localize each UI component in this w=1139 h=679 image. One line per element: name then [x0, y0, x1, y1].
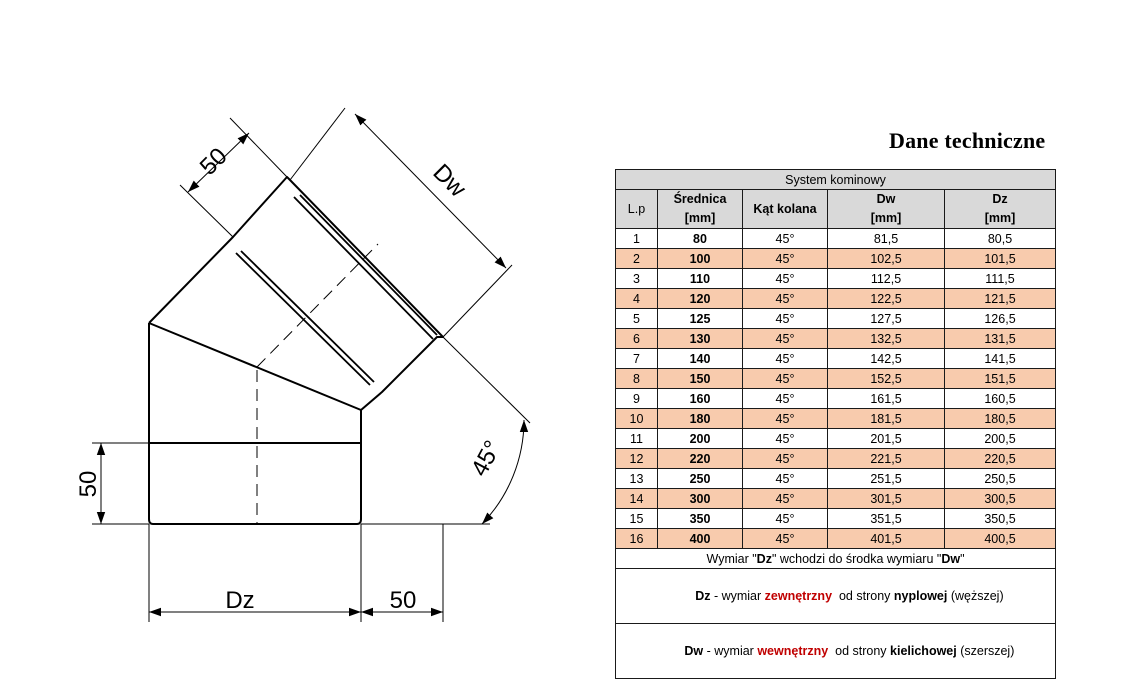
cell-dz: 141,5	[945, 349, 1056, 369]
cell-dw: 401,5	[828, 529, 945, 549]
cell-dw: 81,5	[828, 229, 945, 249]
page-title: Dane techniczne	[889, 128, 1046, 153]
table-row	[616, 269, 1056, 289]
note3-dw: Dw	[684, 644, 704, 658]
cell-dz: 300,5	[945, 489, 1056, 509]
dim-label-bottom-50: 50	[389, 587, 417, 614]
cell-srednica: 140	[658, 349, 743, 369]
note2-part: od strony	[832, 589, 894, 603]
note1-part: " wchodzi do środka wymiaru "	[771, 551, 942, 566]
dim-label-dw: Dw	[427, 158, 472, 203]
cell-dz: 400,5	[945, 529, 1056, 549]
cell-dw: 301,5	[828, 489, 945, 509]
table-body	[616, 229, 1056, 549]
cell-kat: 45°	[743, 369, 828, 389]
dim-label-top-50: 50	[194, 142, 233, 181]
note2-part: (węższej)	[947, 589, 1004, 603]
cell-dz: 111,5	[945, 269, 1056, 289]
table-row	[616, 249, 1056, 269]
cell-lp: 12	[616, 449, 658, 469]
cell-dw: 132,5	[828, 329, 945, 349]
socket-inner-lines	[236, 195, 437, 385]
cell-kat: 45°	[743, 229, 828, 249]
table-row	[616, 509, 1056, 529]
table-row	[616, 469, 1056, 489]
col-header-lp: L.p	[616, 190, 658, 229]
note3-part: od strony	[828, 644, 891, 658]
cell-dz: 151,5	[945, 369, 1056, 389]
system-header: System kominowy	[616, 170, 1056, 190]
cell-dw: 161,5	[828, 389, 945, 409]
cell-kat: 45°	[743, 489, 828, 509]
table-row	[616, 489, 1056, 509]
center-lines	[257, 244, 378, 524]
col-header-dw-unit: [mm]	[870, 211, 902, 225]
cell-lp: 2	[616, 249, 658, 269]
cell-kat: 45°	[743, 289, 828, 309]
note3-part: - wymiar	[703, 644, 758, 658]
note1-dz: Dz	[756, 551, 772, 566]
note3-wewnetrzny: wewnętrzny	[757, 644, 829, 658]
note2-part: - wymiar	[710, 589, 765, 603]
cell-dz: 350,5	[945, 509, 1056, 529]
cell-kat: 45°	[743, 409, 828, 429]
cell-lp: 1	[616, 229, 658, 249]
table-row	[616, 389, 1056, 409]
cell-kat: 45°	[743, 529, 828, 549]
dim-label-left-50: 50	[75, 470, 102, 498]
table-row	[616, 229, 1056, 249]
elbow-outline	[149, 177, 443, 524]
note-dz-inside-dw	[616, 549, 1056, 569]
dim-label-angle-45: 45°	[465, 436, 507, 481]
note1-part: Wymiar "	[706, 551, 757, 566]
cell-lp: 5	[616, 309, 658, 329]
note-dz-external	[616, 569, 1056, 624]
cell-srednica: 100	[658, 249, 743, 269]
cell-dw: 351,5	[828, 509, 945, 529]
col-header-kat: Kąt kolana	[743, 190, 828, 229]
table-row	[616, 309, 1056, 329]
dim-label-dz: Dz	[225, 587, 255, 614]
col-header-dw	[828, 190, 945, 229]
cell-lp: 16	[616, 529, 658, 549]
cell-srednica: 160	[658, 389, 743, 409]
cell-lp: 11	[616, 429, 658, 449]
cell-srednica: 150	[658, 369, 743, 389]
cell-srednica: 180	[658, 409, 743, 429]
cell-srednica: 80	[658, 229, 743, 249]
cell-dz: 121,5	[945, 289, 1056, 309]
cell-dw: 122,5	[828, 289, 945, 309]
cell-dz: 80,5	[945, 229, 1056, 249]
cell-srednica: 125	[658, 309, 743, 329]
col-header-dw-name: Dw	[876, 192, 896, 206]
table-row	[616, 529, 1056, 549]
note2-dz: Dz	[695, 589, 711, 603]
cell-kat: 45°	[743, 329, 828, 349]
col-header-dz-name: Dz	[992, 192, 1008, 206]
table-row	[616, 329, 1056, 349]
cell-srednica: 400	[658, 529, 743, 549]
cell-dw: 251,5	[828, 469, 945, 489]
cell-kat: 45°	[743, 449, 828, 469]
cell-lp: 7	[616, 349, 658, 369]
table-row	[616, 429, 1056, 449]
note2-zewnetrzny: zewnętrzny	[764, 589, 833, 603]
cell-dw: 127,5	[828, 309, 945, 329]
cell-dz: 160,5	[945, 389, 1056, 409]
cell-dz: 200,5	[945, 429, 1056, 449]
cell-dz: 220,5	[945, 449, 1056, 469]
col-header-srednica-name: Średnica	[673, 192, 727, 206]
cell-dz: 250,5	[945, 469, 1056, 489]
cell-kat: 45°	[743, 249, 828, 269]
cell-srednica: 250	[658, 469, 743, 489]
cell-lp: 4	[616, 289, 658, 309]
cell-kat: 45°	[743, 509, 828, 529]
table-row	[616, 369, 1056, 389]
cell-srednica: 200	[658, 429, 743, 449]
cell-dz: 126,5	[945, 309, 1056, 329]
table-row	[616, 409, 1056, 429]
cell-dw: 152,5	[828, 369, 945, 389]
table-row	[616, 289, 1056, 309]
cell-srednica: 220	[658, 449, 743, 469]
cell-dz: 180,5	[945, 409, 1056, 429]
note2-nyplowej: nyplowej	[893, 589, 948, 603]
cell-dw: 102,5	[828, 249, 945, 269]
cell-dw: 181,5	[828, 409, 945, 429]
note3-part: (szerszej)	[956, 644, 1015, 658]
cell-lp: 8	[616, 369, 658, 389]
cell-dw: 221,5	[828, 449, 945, 469]
cell-kat: 45°	[743, 389, 828, 409]
cell-lp: 3	[616, 269, 658, 289]
cell-dw: 142,5	[828, 349, 945, 369]
cell-kat: 45°	[743, 309, 828, 329]
cell-kat: 45°	[743, 269, 828, 289]
table-row	[616, 449, 1056, 469]
cell-dw: 201,5	[828, 429, 945, 449]
cell-srednica: 350	[658, 509, 743, 529]
cell-lp: 15	[616, 509, 658, 529]
cell-srednica: 110	[658, 269, 743, 289]
cell-lp: 6	[616, 329, 658, 349]
cell-lp: 13	[616, 469, 658, 489]
cell-kat: 45°	[743, 469, 828, 489]
technical-data-table	[615, 169, 1056, 679]
cell-dw: 112,5	[828, 269, 945, 289]
cell-lp: 9	[616, 389, 658, 409]
col-header-dz-unit: [mm]	[984, 211, 1016, 225]
cell-lp: 10	[616, 409, 658, 429]
cell-srednica: 130	[658, 329, 743, 349]
col-header-dz	[945, 190, 1056, 229]
cell-kat: 45°	[743, 429, 828, 449]
cell-dz: 101,5	[945, 249, 1056, 269]
col-header-srednica-unit: [mm]	[684, 211, 716, 225]
cell-srednica: 120	[658, 289, 743, 309]
col-header-srednica	[658, 190, 743, 229]
table-row	[616, 349, 1056, 369]
cell-srednica: 300	[658, 489, 743, 509]
cell-lp: 14	[616, 489, 658, 509]
note3-kielichowej: kielichowej	[890, 644, 957, 658]
note1-part: "	[960, 551, 965, 566]
note1-dw: Dw	[941, 551, 961, 566]
note-dw-internal	[616, 624, 1056, 679]
cell-kat: 45°	[743, 349, 828, 369]
cell-dz: 131,5	[945, 329, 1056, 349]
